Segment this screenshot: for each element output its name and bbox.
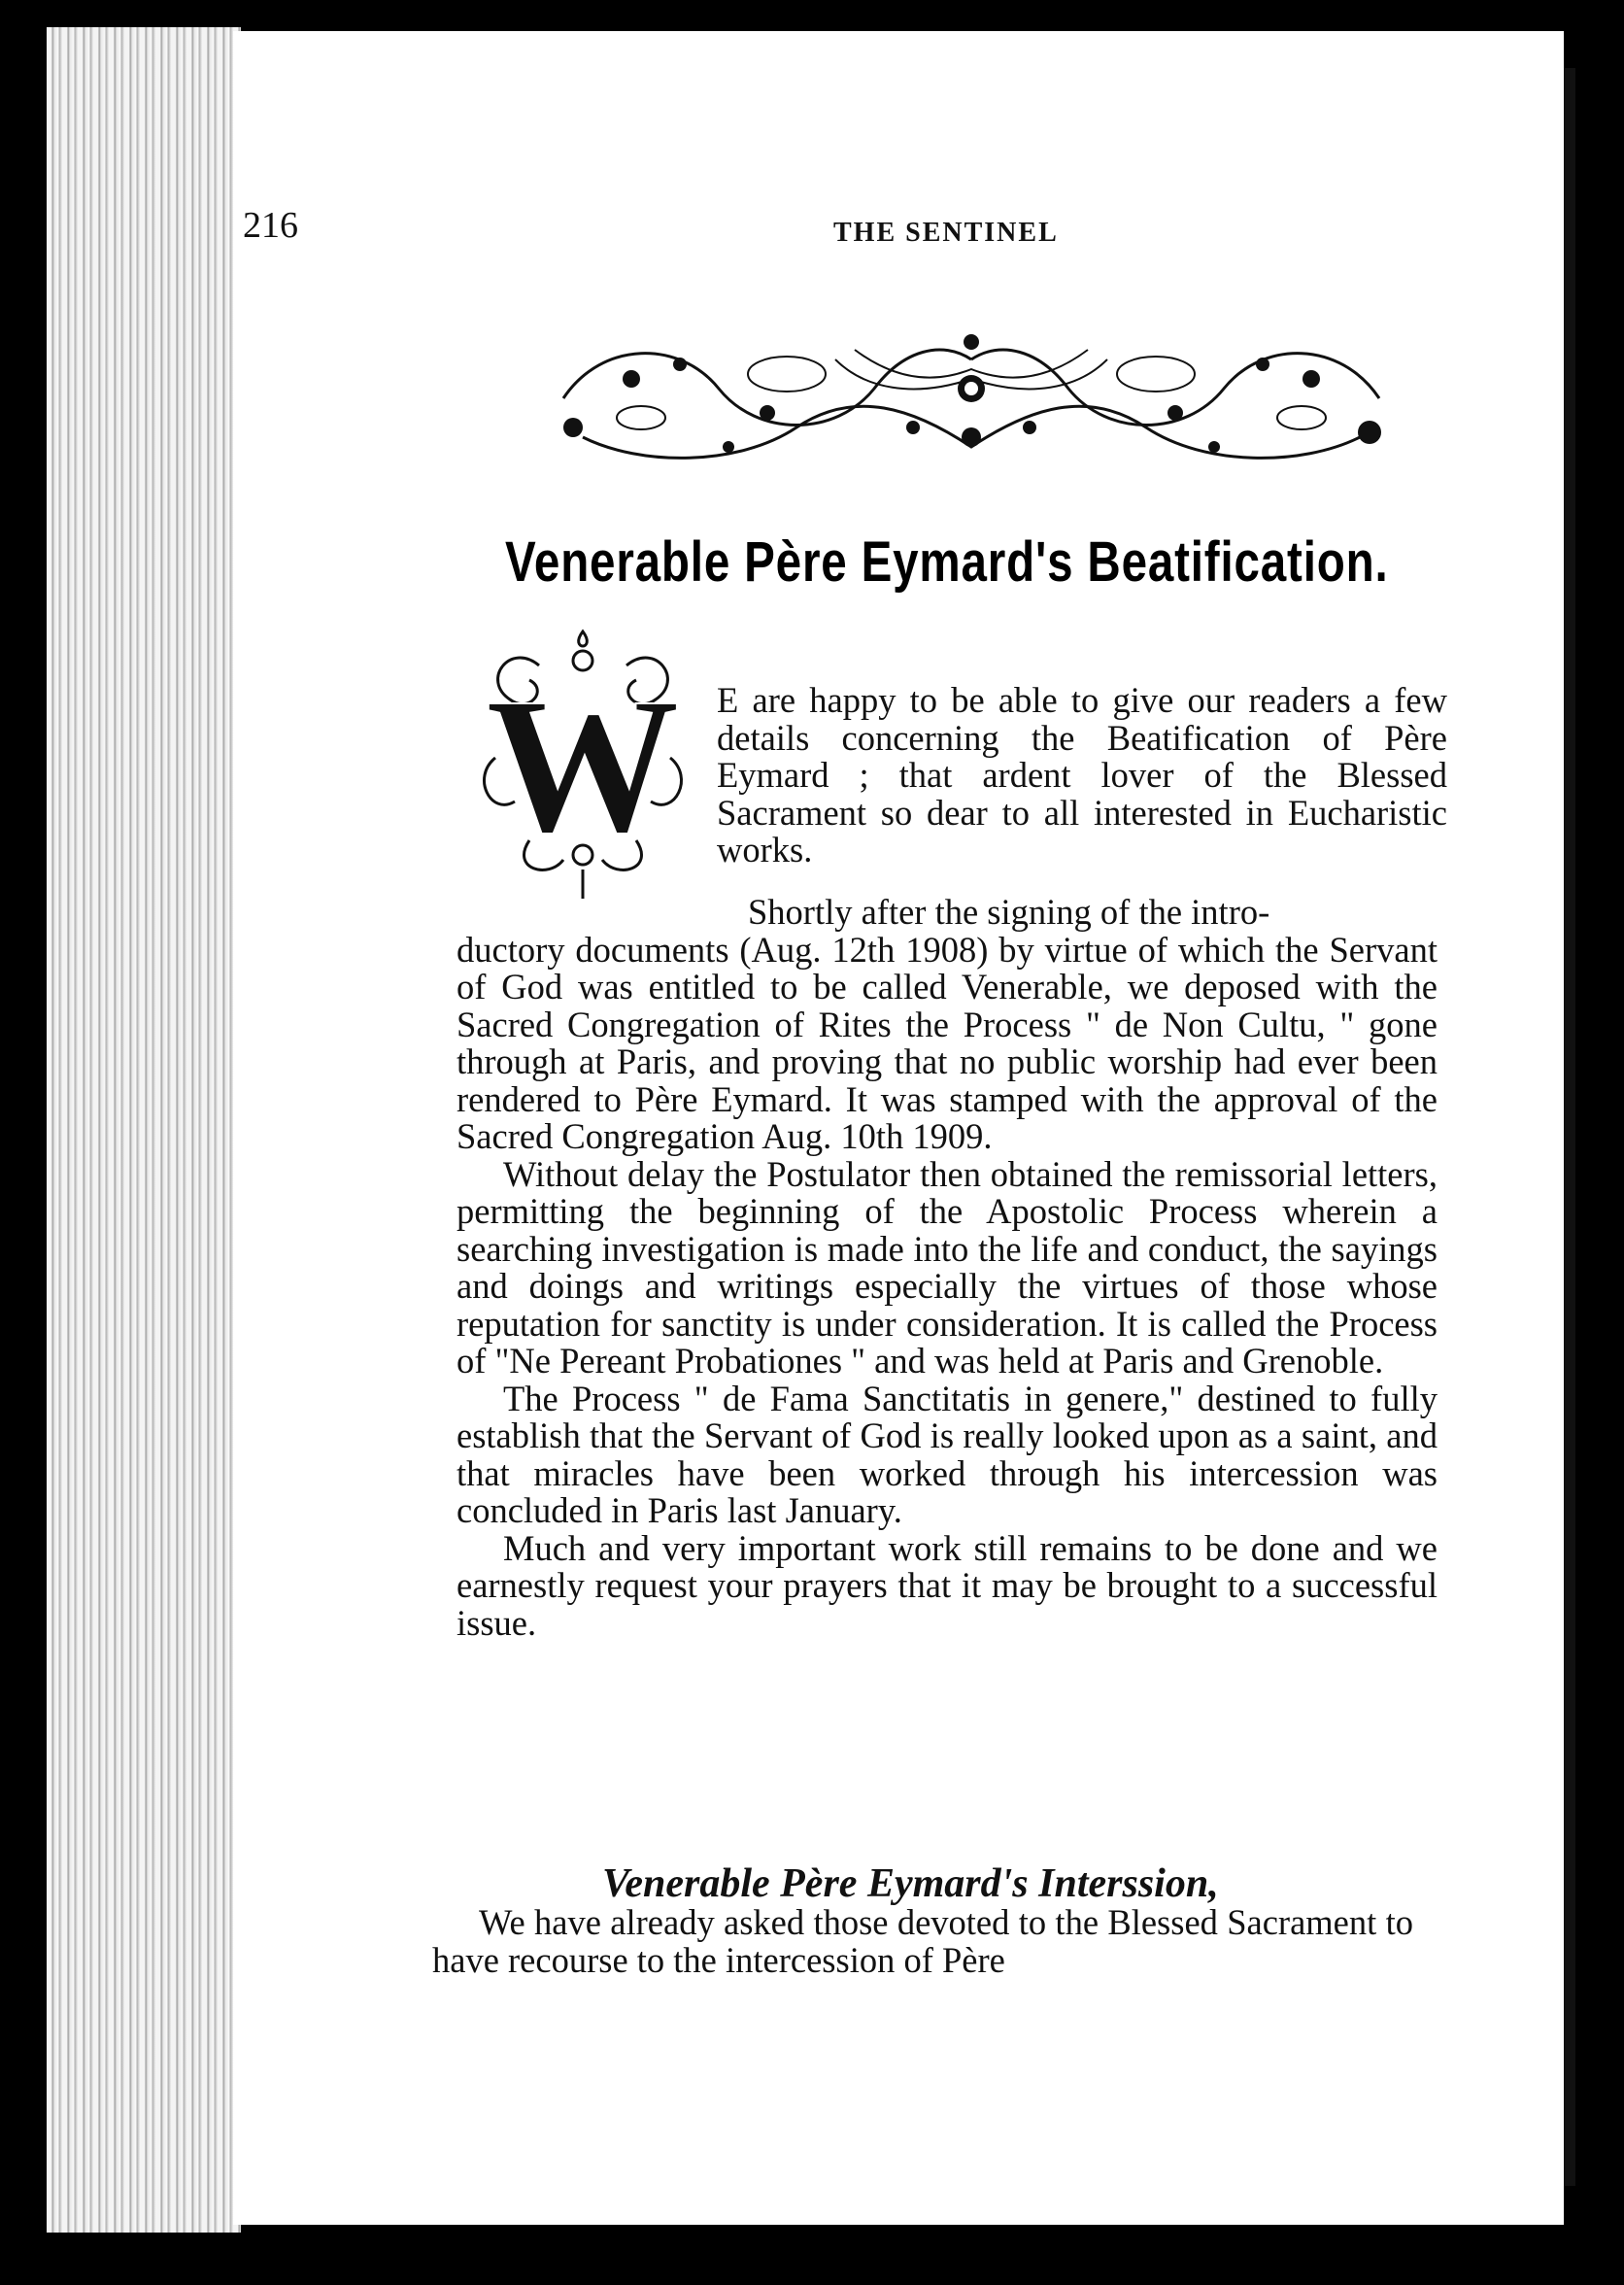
intro-paragraph: E are happy to be able to give our readers a few details concerning the Beatification of Père Eymard ; that ardent lover of the Blessed Sacrament so dear to all interested in Eucharistic works. xyxy=(717,680,1447,870)
article-intro xyxy=(709,682,1447,870)
section-body xyxy=(432,1904,1413,1979)
dropcap-letter: W xyxy=(486,659,680,873)
paragraph-5: Much and very important work still remains to be done and we earnestly request your prayers that it may be brought to a successful issue. xyxy=(457,1527,1438,1643)
running-title: THE SENTINEL xyxy=(833,218,1059,248)
section-paragraph-1: We have already asked those devoted to the Blessed Sacrament to have recourse to the intercession of Père xyxy=(432,1902,1413,1980)
floral-headpiece-icon xyxy=(544,321,1399,476)
page-gutter-shadow xyxy=(1564,68,1575,2186)
paragraph-3: Without delay the Postulator then obtained the remissorial letters, permitting the beginning of the Apostolic Process wherein a searching investigation is made into the life and conduct, the sayings and doings and writings especially the virtues of those whose reputation for sanctity is under consideration. It is called the Process of "Ne Pereant Probationes " and was held at Paris and Grenoble. xyxy=(457,1153,1438,1381)
book-page-edges xyxy=(47,27,241,2233)
page-header xyxy=(243,204,1195,262)
section-heading: Venerable Père Eymard's Interssion, xyxy=(602,1861,1219,1906)
paragraph-2: ductory documents (Aug. 12th 1908) by virtue of which the Servant of God was entitled to be called Venerable, we deposed with the Sacred Congregation of Rites the Process " de Non Cultu, " gone through at Paris, and proving that no public worship had ever been rendered to Père Eymard. It was stamped with the approval of the Sacred Congregation Aug. 10th 1909. xyxy=(457,929,1438,1156)
ornate-dropcap-icon xyxy=(471,622,694,904)
article-body xyxy=(457,894,1438,1642)
page-number: 216 xyxy=(243,205,298,246)
paragraph-2-start: Shortly after the signing of the intro- xyxy=(748,892,1270,932)
paragraph-4: The Process " de Fama Sanctitatis in genere," destined to fully establish that the Servant of God is really looked upon as a saint, and that miracles have been worked through his intercession was concluded in Paris last January. xyxy=(457,1378,1438,1530)
article-title: Venerable Père Eymard's Beatification. xyxy=(505,530,1389,594)
